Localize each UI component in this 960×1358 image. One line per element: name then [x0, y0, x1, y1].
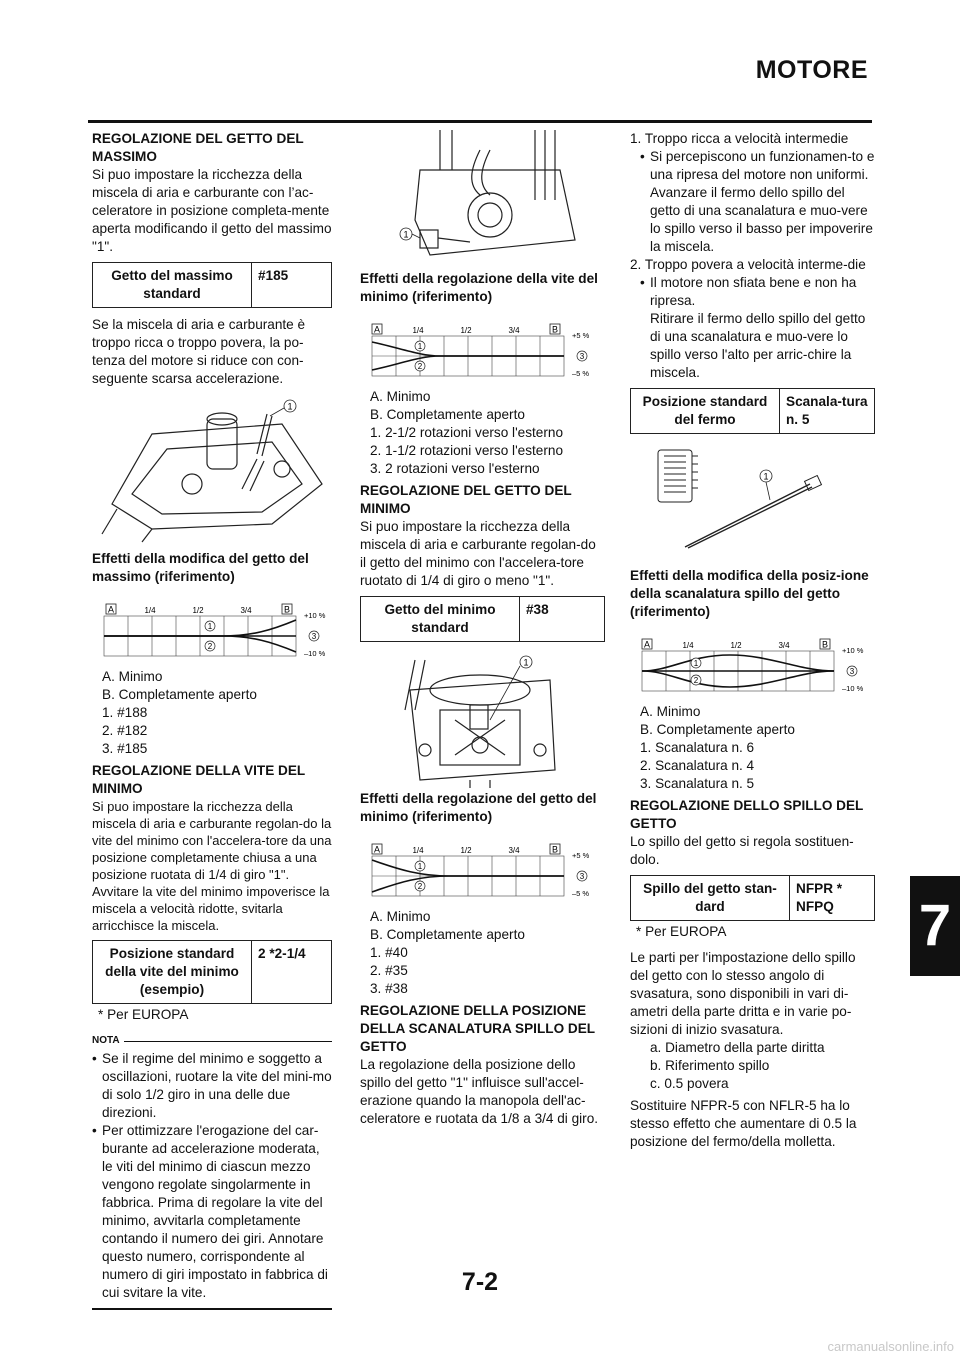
list-item: A. Minimo	[370, 909, 431, 924]
note-end-rule	[92, 1308, 332, 1310]
section-heading: REGOLAZIONE DEL GETTO DEL MASSIMO	[92, 131, 304, 164]
svg-text:3: 3	[311, 632, 317, 641]
list-item: b. Riferimento spillo	[650, 1058, 770, 1073]
svg-text:B: B	[551, 324, 559, 335]
page-title: MOTORE	[755, 56, 868, 84]
spec-box	[92, 262, 332, 308]
effect-graph	[360, 312, 600, 384]
svg-text:+5 %: +5 %	[572, 851, 590, 860]
svg-text:3: 3	[579, 872, 585, 881]
spec-value: #38	[526, 602, 549, 617]
svg-text:1: 1	[417, 342, 423, 351]
svg-text:2: 2	[207, 642, 213, 651]
svg-text:B: B	[551, 844, 559, 855]
spec-key: Getto del minimo standard	[361, 597, 520, 641]
bullet-item: • Si percepiscono un funzionamen-to e una ripresa del motore non uniformi.	[640, 149, 875, 182]
list-item: B. Completamente aperto	[102, 687, 257, 702]
section-heading: REGOLAZIONE DELLA VITE DEL MINIMO	[92, 763, 305, 796]
svg-text:1/4: 1/4	[412, 326, 424, 335]
list-item: a. Diametro della parte diritta	[650, 1040, 825, 1055]
callout-1	[270, 400, 296, 416]
footnote: * Per EUROPA	[636, 924, 727, 939]
bullet-continuation: Ritirare il fermo dello spillo del getto di una scanalatura e muo-vere lo spillo verso l'alto per arric-chire la miscela.	[650, 311, 866, 380]
list-item: A. Minimo	[370, 389, 431, 404]
svg-text:1/4: 1/4	[412, 846, 424, 855]
note-heading: NOTA	[92, 1032, 332, 1050]
svg-text:1: 1	[523, 657, 529, 668]
spec-key: Posizione standard della vite del minimo (esempio)	[93, 941, 252, 1003]
list-item: 3. 2 rotazioni verso l'esterno	[370, 461, 540, 476]
svg-text:3/4: 3/4	[240, 606, 252, 615]
paragraph: Le parti per l'impostazione dello spillo del getto con lo stesso angolo di svasatura, sono disponibili in vari di-ametri della parte dritta e in varie po-sizioni di inizio svasatura.	[630, 950, 856, 1037]
list-item: 1. #188	[102, 705, 148, 720]
list-item: 2. Troppo povera a velocità interme-die	[630, 257, 866, 272]
jet-needle-illustration	[630, 442, 875, 567]
effect-graph	[630, 627, 870, 699]
figure-caption: Effetti della regolazione del getto del minimo (riferimento)	[360, 791, 597, 824]
paragraph: Si puo impostare la ricchezza della miscela di aria e carburante regolan-do la vite del minimo con l'accelera-tore da una posizione completamente chiusa a una posizione ruotata di 1/4 di giro "1". Avvitare la vite del minimo impoverisce la miscela a velocità ridotte, svitarla arricchisce la miscela.	[92, 799, 332, 933]
spec-key: Posizione standard del fermo	[631, 389, 780, 433]
svg-text:1: 1	[403, 229, 409, 240]
svg-text:1/4: 1/4	[144, 606, 156, 615]
list-item: 3. Scanalatura n. 5	[640, 776, 755, 791]
spec-box	[92, 940, 332, 1004]
list-item: B. Completamente aperto	[640, 722, 795, 737]
paragraph: Si puo impostare la ricchezza della miscela di aria e carburante regolan-do il getto del minimo con l'accelera-tore ruotato di 1/4 di giro o meno "1".	[360, 519, 596, 588]
svg-text:3/4: 3/4	[508, 846, 520, 855]
list-item: A. Minimo	[640, 704, 701, 719]
spec-value: 2 *2-1/4	[258, 946, 306, 961]
svg-text:3/4: 3/4	[508, 326, 520, 335]
svg-text:3/4: 3/4	[778, 641, 790, 650]
svg-text:3: 3	[849, 667, 855, 676]
column-2	[360, 130, 605, 1128]
legend-list	[102, 668, 332, 758]
section-heading: REGOLAZIONE DELLO SPILLO DEL GETTO	[630, 798, 864, 831]
legend-list	[370, 388, 605, 478]
paragraph: Se la miscela di aria e carburante è troppo ricca o troppo povera, la po-tenza del motore si riduce con con-seguente scarsa accelerazione.	[92, 317, 306, 386]
watermark: carmanualsonline.info	[827, 1339, 954, 1354]
figure-caption: Effetti della modifica del getto del massimo (riferimento)	[92, 551, 309, 584]
paragraph: Sostituire NFPR-5 con NFLR-5 ha lo stesso effetto che aumentare di 0.5 la posizione del fermo/della molletta.	[630, 1098, 857, 1149]
spec-value: #185	[258, 268, 289, 283]
svg-text:1: 1	[763, 471, 769, 482]
bullet-item: • Il motore non sfiata bene e non ha ripresa.	[640, 275, 857, 308]
svg-text:A: A	[643, 639, 651, 650]
section-heading: REGOLAZIONE DEL GETTO DEL MINIMO	[360, 483, 572, 516]
page-number: 7-2	[461, 1268, 499, 1296]
svg-text:1: 1	[693, 659, 699, 668]
callout-1	[400, 228, 420, 240]
spec-value: Scanala-tura n. 5	[786, 394, 868, 427]
effect-graph	[360, 832, 600, 904]
svg-text:–5 %: –5 %	[572, 369, 590, 378]
spec-box	[630, 388, 875, 434]
column-1	[92, 130, 332, 1310]
list-item: 2. #182	[102, 723, 148, 738]
svg-text:2: 2	[417, 362, 423, 371]
legend-list	[640, 703, 875, 793]
svg-text:1/2: 1/2	[460, 326, 472, 335]
section-heading: REGOLAZIONE DELLA POSIZIONE DELLA SCANALATURA SPILLO DEL GETTO	[360, 1003, 595, 1054]
svg-text:1/4: 1/4	[682, 641, 694, 650]
spec-box	[630, 875, 875, 921]
header-rule	[88, 120, 872, 123]
pilot-jet-illustration	[360, 650, 605, 790]
legend-list	[370, 908, 605, 998]
list-item: 1. 2-1/2 rotazioni verso l'esterno	[370, 425, 564, 440]
svg-text:–10 %: –10 %	[304, 649, 326, 658]
note-item: • Per ottimizzare l'erogazione del car-burante ad accelerazione moderata, le viti del minimo di ciascun mezzo vengono regolate singolarmente in fabbrica. Prima di regolare la vite del minimo, avvitarla completamente contando il numero dei giri. Annotare questo numero, corrispondente al numero di giri impostato in fabbrica di cui svitare la vite.	[92, 1123, 328, 1300]
svg-text:–5 %: –5 %	[572, 889, 590, 898]
list-item: 2. Scanalatura n. 4	[640, 758, 755, 773]
svg-text:A: A	[373, 844, 381, 855]
effect-graph	[92, 592, 332, 664]
paragraph: La regolazione della posizione dello spillo del getto "1" influisce sull'accel-erazione quando la manopola dell'ac-celeratore e ruotata da 1/8 a 3/4 di giro.	[360, 1057, 599, 1126]
list-item: 1. Scanalatura n. 6	[640, 740, 755, 755]
callout-1	[760, 470, 772, 500]
footnote: * Per EUROPA	[98, 1007, 189, 1022]
list-item: 2. #35	[370, 963, 408, 978]
svg-text:1: 1	[287, 401, 293, 412]
svg-text:A: A	[107, 604, 115, 615]
svg-text:3: 3	[579, 352, 585, 361]
bullet-continuation: Avanzare il fermo dello spillo del getto di una scanalatura e muo-vere lo spillo verso il basso per impoverire la miscela.	[650, 185, 873, 254]
figure-caption: Effetti della regolazione della vite del minimo (riferimento)	[360, 271, 598, 304]
list-item: B. Completamente aperto	[370, 927, 525, 942]
spec-key: Spillo del getto stan-dard	[631, 876, 790, 920]
spec-key: Getto del massimo standard	[93, 263, 252, 307]
svg-text:1/2: 1/2	[192, 606, 204, 615]
figure-caption: Effetti della modifica della posiz-ione della scanalatura spillo del getto (riferimento)	[630, 568, 869, 619]
list-item: 2. 1-1/2 rotazioni verso l'esterno	[370, 443, 564, 458]
list-item: 1. #40	[370, 945, 408, 960]
spec-value: NFPR * NFPQ	[796, 881, 843, 914]
svg-text:B: B	[821, 639, 829, 650]
list-item: 1. Troppo ricca a velocità intermedie	[630, 131, 849, 146]
svg-text:2: 2	[417, 882, 423, 891]
spec-box	[360, 596, 605, 642]
list-item: c. 0.5 povera	[650, 1076, 729, 1091]
chapter-tab: 7	[910, 876, 960, 976]
legend-list	[650, 1039, 875, 1093]
svg-text:1: 1	[207, 622, 213, 631]
svg-text:–10 %: –10 %	[842, 684, 864, 693]
main-jet-illustration	[92, 394, 332, 544]
paragraph: Si puo impostare la ricchezza della miscela di aria e carburante con l’ac-celeratore in posizione completa-mente aperta modificando il getto del massimo "1".	[92, 167, 332, 254]
svg-text:2: 2	[693, 676, 699, 685]
note-item: • Se il regime del minimo e soggetto a oscillazioni, ruotare la vite del mini-mo di solo 1/2 giro in una delle due direzioni.	[92, 1051, 332, 1120]
svg-text:B: B	[283, 604, 291, 615]
svg-text:+10 %: +10 %	[304, 611, 326, 620]
svg-text:1: 1	[417, 862, 423, 871]
list-item: A. Minimo	[102, 669, 163, 684]
column-3	[630, 130, 875, 1151]
svg-text:+5 %: +5 %	[572, 331, 590, 340]
paragraph: Lo spillo del getto si regola sostituen-dolo.	[630, 834, 854, 867]
svg-text:+10 %: +10 %	[842, 646, 864, 655]
list-item: B. Completamente aperto	[370, 407, 525, 422]
svg-text:A: A	[373, 324, 381, 335]
svg-text:1/2: 1/2	[730, 641, 742, 650]
idle-screw-illustration	[360, 130, 605, 270]
svg-text:1/2: 1/2	[460, 846, 472, 855]
list-item: 3. #38	[370, 981, 408, 996]
list-item: 3. #185	[102, 741, 148, 756]
